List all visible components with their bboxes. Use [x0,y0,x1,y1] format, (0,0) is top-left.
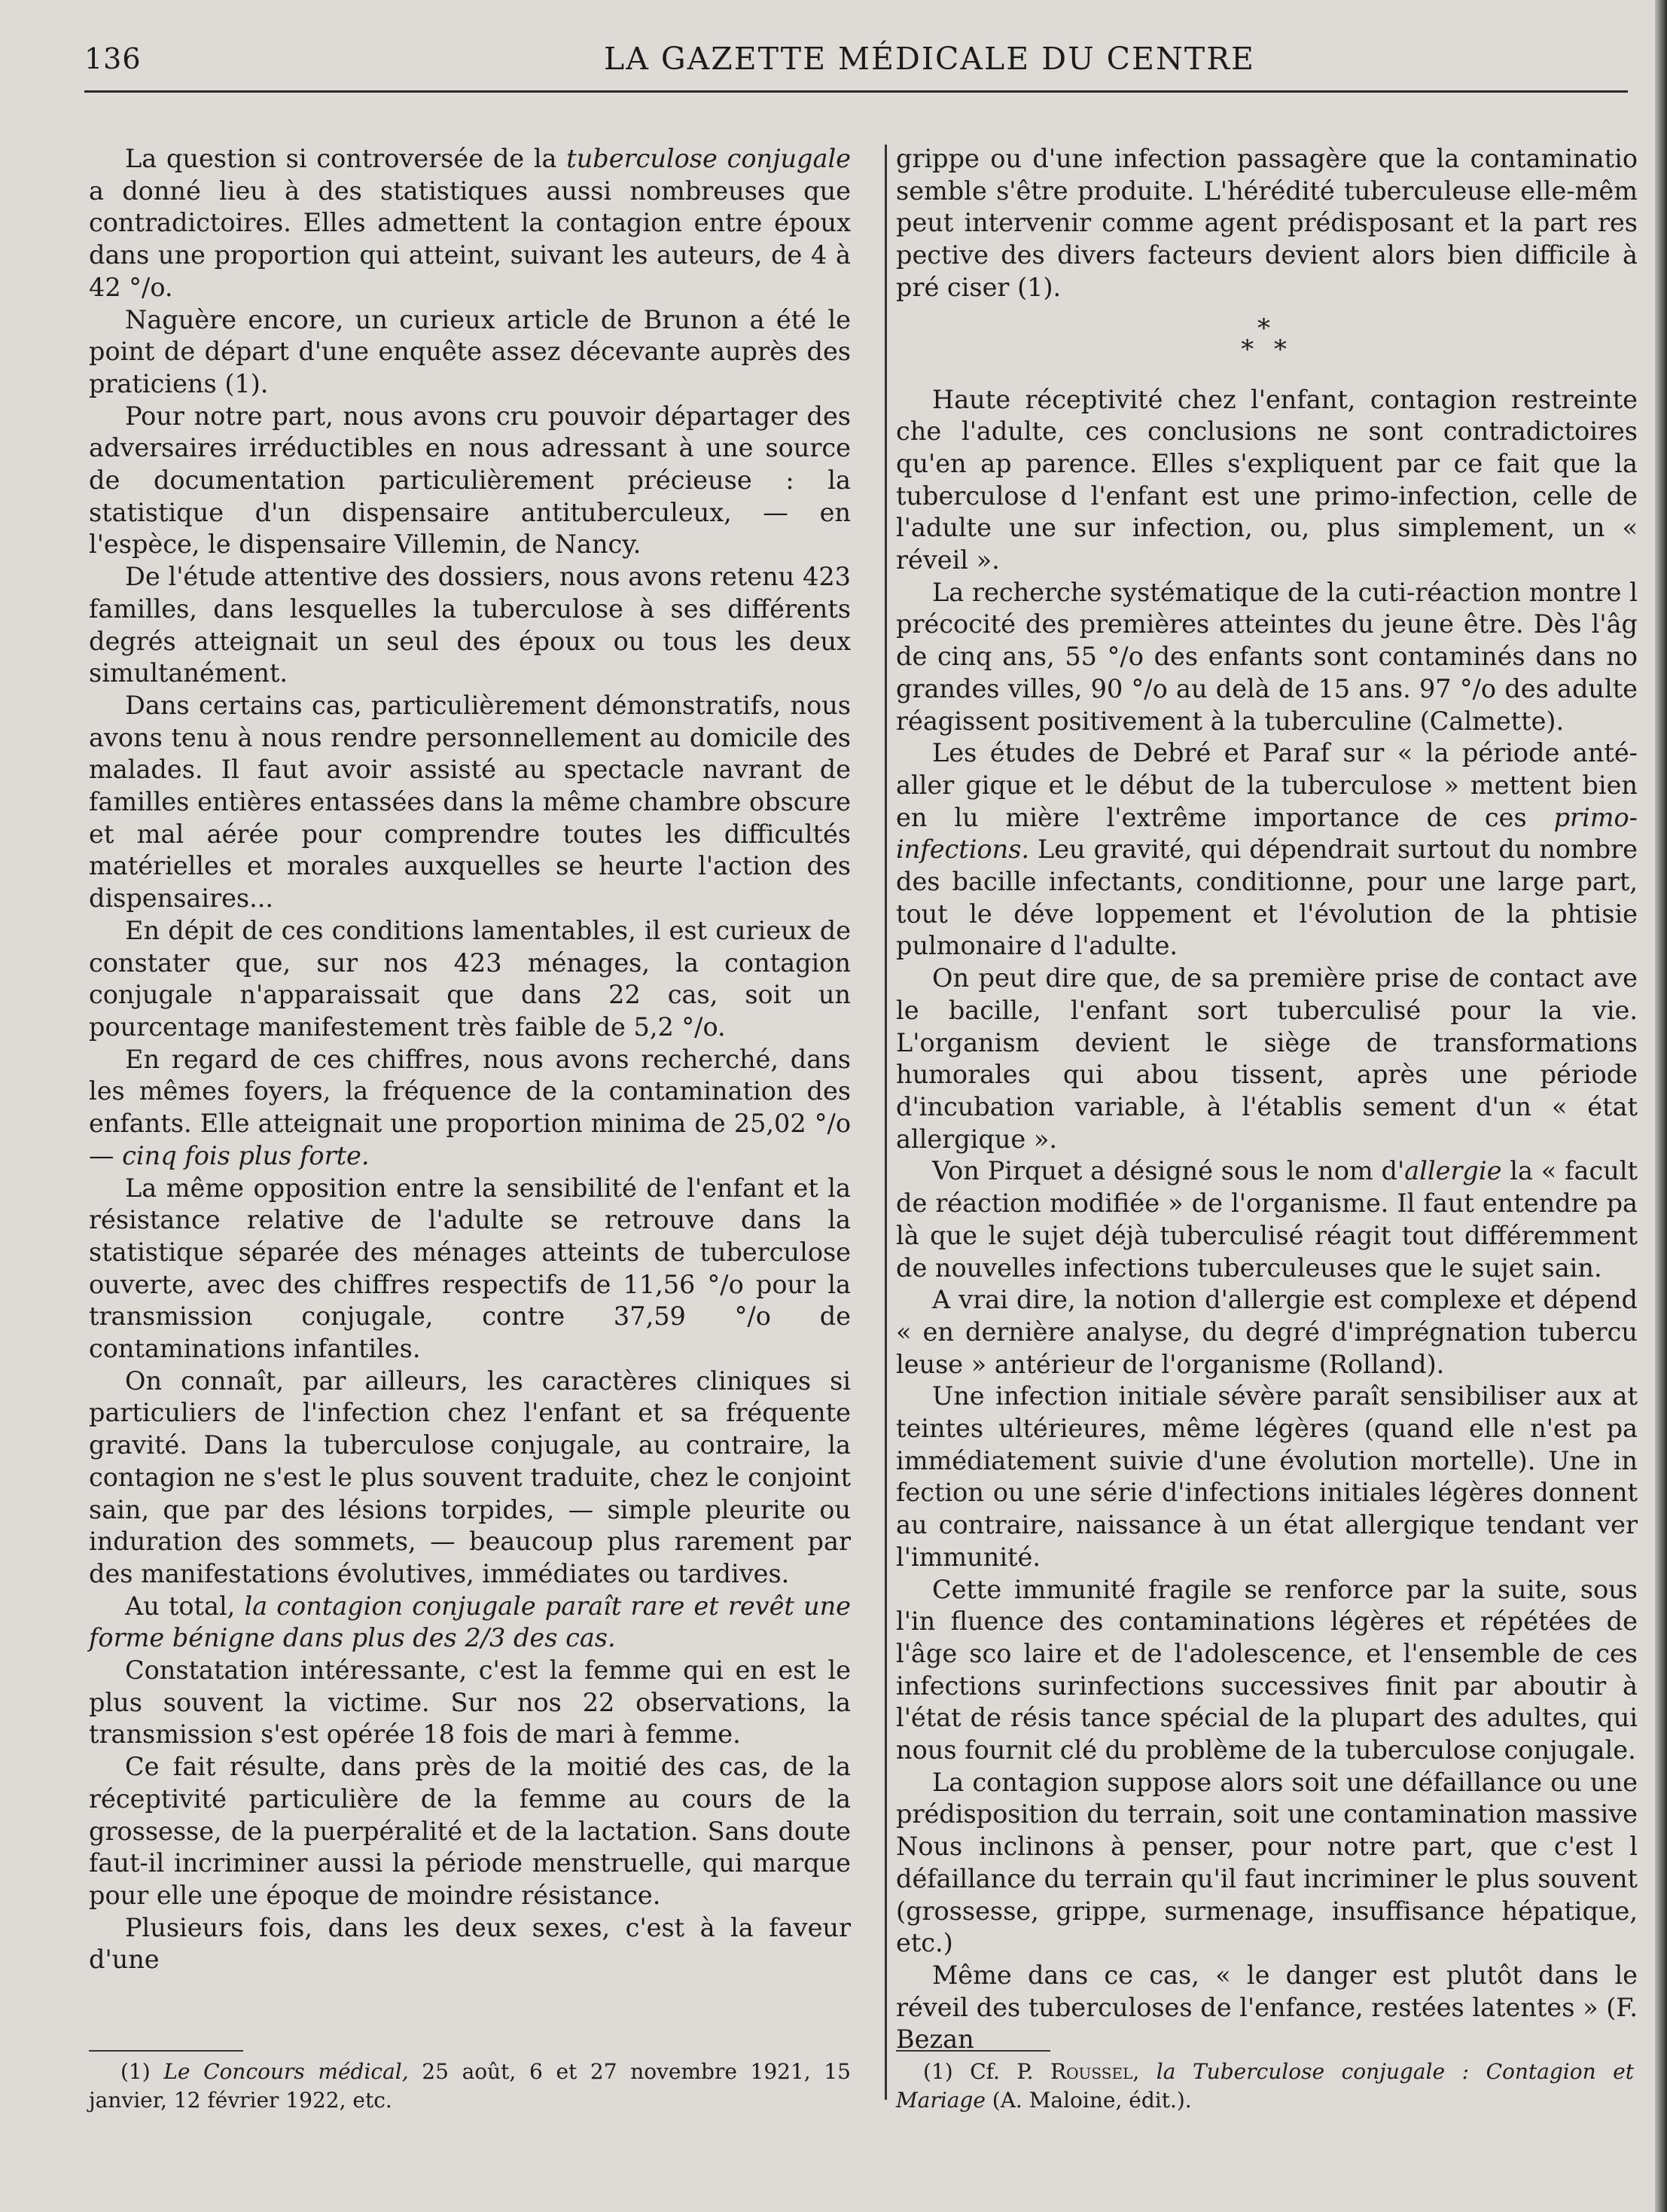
footnote-rule-left [89,2050,243,2052]
paragraph: Les études de Debré et Paraf sur « la période anté-aller gique et le début de la tuberculose » mettent bien en lu mière l'extrême importance de ces primo-infections. Leu gravité, qui dépendrait surtout du nombre des bacille infectants, conditionne, pour une large part, tout le déve loppement et l'évolution de la phtisie pulmonaire d l'adulte. [896,738,1638,961]
paragraph: En regard de ces chiffres, nous avons recherché, dans les mêmes foyers, la fréquence de la contamination des enfants. Elle atteignait une proportion minima de 25,02 °/o — cinq fois plus forte. [89,1044,851,1170]
paragraph: En dépit de ces conditions lamentables, il est curieux de constater que, sur nos 423 ménages, la contagion conjugale n'apparaissait que dans 22 cas, soit un pourcentage manifestement très faible de 5,2 °/o. [89,915,851,1042]
paragraph: On connaît, par ailleurs, les caractères cliniques si particuliers de l'infection chez l'enfant et sa fréquente gravité. Dans la tuberculose conjugale, au contraire, la contagion ne s'est le plus souvent traduite, chez le conjoint sain, que par des lésions torpides, — simple pleurite ou induration des sommets, — beaucoup plus rarement par des manifestations évolutives, immédiates ou tardives. [89,1365,851,1588]
paragraph: Von Pirquet a désigné sous le nom d'allergie la « facult de réaction modifiée » de l'organisme. Il faut entendre pa là que le sujet déjà tuberculisé réagit tout différemment de nouvelles infections tuberculeuses que le sujet sain. [896,1156,1638,1283]
paragraph: Ce fait résulte, dans près de la moitié des cas, de la réceptivité particulière de la femme au cours de la grossesse, de la puerpéralité et de la lactation. Sans doute faut-il incriminer aussi la période menstruelle, qui marque pour elle une époque de moindre résistance. [89,1752,851,1910]
paragraph: Une infection initiale sévère paraît sensibiliser aux at teintes ultérieures, même légères (quand elle n'est pa immédiatement suivie d'une évolution mortelle). Une in fection ou une série d'infections initiales légères donnent au contraire, naissance à un état allergique tendant ver l'immunité. [896,1381,1638,1572]
footnote-rule-right [896,2050,1050,2052]
paragraph: Même dans ce cas, « le danger est plutôt dans le réveil des tuberculoses de l'enfance, restées latentes » (F. Bezan [896,1960,1638,2055]
paragraph: Dans certains cas, particulièrement démonstratifs, nous avons tenu à nous rendre personnellement au domicile des malades. Il faut avoir assisté au spectacle navrant de familles entières entassées dans la même chambre obscure et mal aérée pour comprendre toutes les difficultés matérielles et morales auxquelles se heurte l'action des dispensaires... [89,690,851,914]
running-header [84,35,1635,87]
paragraph: A vrai dire, la notion d'allergie est complexe et dépend « en dernière analyse, du degré d'imprégnation tubercu leuse » antérieur de l'organisme (Rolland). [896,1285,1638,1379]
paragraph: Plusieurs fois, dans les deux sexes, c'est à la faveur d'une [89,1912,851,1975]
asterism-separator: * * * [1241,313,1293,365]
paragraph: La question si controversée de la tuberculose conjugale a donné lieu à des statistiques aussi nombreuses que contradictoires. Elles admettent la contagion entre époux dans une proportion qui atteint, suivant les auteurs, de 4 à 42 °/o. [89,144,851,302]
paragraph: La contagion suppose alors soit une défaillance ou une prédisposition du terrain, soit une contamination massive Nous inclinons à penser, pour notre part, que c'est l défaillance du terrain qu'il faut incriminer le plus souvent (grossesse, grippe, surmenage, insuffisance hépatique, etc.) [896,1767,1638,1958]
paragraph: Constatation intéressante, c'est la femme qui en est le plus souvent la victime. Sur nos 22 observations, la transmission s'est opérée 18 fois de mari à femme. [89,1655,851,1750]
paragraph: On peut dire que, de sa première prise de contact ave le bacille, l'enfant sort tuberculisé pour la vie. L'organism devient le siège de transformations humorales qui abou tissent, après une période d'incubation variable, à l'établis sement d'un « état allergique ». [896,963,1638,1154]
column-divider [885,145,887,2100]
paragraph: Cette immunité fragile se renforce par la suite, sous l'in fluence des contaminations légères et répétées de l'âge sco laire et de l'adolescence, et l'ensemble de ces infections surinfections successives finit par aboutir à l'état de résis tance spécial de la plupart des adultes, qui nous fournit clé du problème de la tuberculose conjugale. [896,1574,1638,1765]
footnote-left: (1) Le Concours médical, 25 août, 6 et 27 novembre 1921, 15 janvier, 12 février 1922, etc. [89,2059,851,2113]
paragraph: Naguère encore, un curieux article de Brunon a été le point de départ d'une enquête assez décevante auprès des praticiens (1). [89,304,851,398]
paragraph: La même opposition entre la sensibilité de l'enfant et la résistance relative de l'adulte se retrouve dans la statistique séparée des ménages atteints de tuberculose ouverte, avec des chiffres respectifs de 11,56 °/o pour la transmission conjugale, contre 37,59 °/o de contaminations infantiles. [89,1173,851,1364]
page-edge-shadow [1655,0,1667,2212]
paragraph: Pour notre part, nous avons cru pouvoir départager des adversaires irréductibles en nous adressant à une source de documentation particulièrement précieuse : la statistique d'un dispensaire antituberculeux, — en l'espèce, le dispensaire Villemin, de Nancy. [89,401,851,560]
page-number: 136 [84,42,142,75]
paragraph: Au total, la contagion conjugale paraît rare et revêt une forme bénigne dans plus des 2/3 des cas. [89,1591,851,1653]
left-column [89,143,851,1976]
paragraph: Haute réceptivité chez l'enfant, contagion restreinte che l'adulte, ces conclusions ne sont contradictoires qu'en ap parence. Elles s'expliquent par ce fait que la tuberculose d l'enfant est une primo-infection, celle de l'adulte une sur infection, ou, plus simplement, un « réveil ». [896,384,1638,575]
paragraph: grippe ou d'une infection passagère que la contaminatio semble s'être produite. L'hérédité tuberculeuse elle-mêm peut intervenir comme agent prédisposant et la part res pective des divers facteurs devient alors bien difficile à pré ciser (1). [896,144,1638,302]
right-column [896,143,1638,2056]
footnote-right: (1) Cf. P. Roussel, la Tuberculose conjugale : Contagion et Mariage (A. Maloine, édit.). [896,2059,1634,2113]
journal-title: LA GAZETTE MÉDICALE DU CENTRE [604,41,1255,77]
paragraph: La recherche systématique de la cuti-réaction montre l précocité des premières atteintes du jeune être. Dès l'âg de cinq ans, 55 °/o des enfants sont contaminés dans no grandes villes, 90 °/o au delà de 15 ans. 97 °/o des adulte réagissent positivement à la tuberculine (Calmette). [896,577,1638,736]
header-rule [84,90,1628,93]
paragraph: De l'étude attentive des dossiers, nous avons retenu 423 familles, dans lesquelles la tuberculose à ses différents degrés atteignait un seul des époux ou tous les deux simultanément. [89,562,851,688]
